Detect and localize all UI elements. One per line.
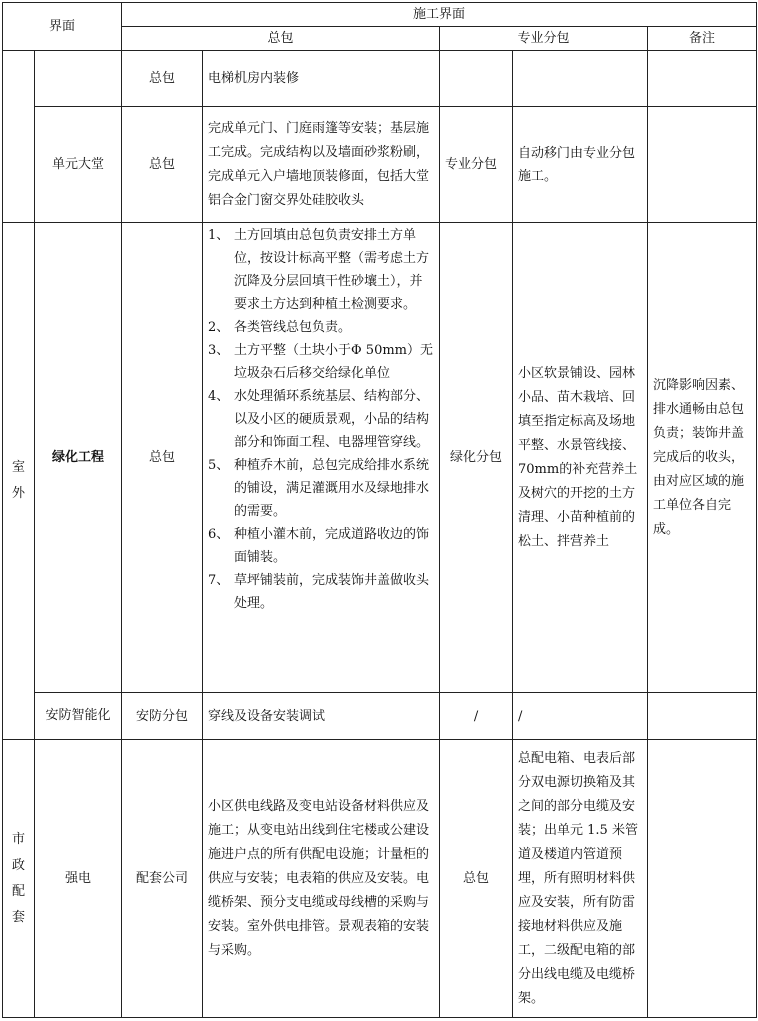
lobby-sub-scope: 自动移门由专业分包施工。 bbox=[513, 107, 648, 223]
power-item: 强电 bbox=[35, 740, 122, 1018]
list-item: 2、 各类管线总包负责。 bbox=[208, 320, 352, 335]
category-char: 政 bbox=[11, 857, 25, 873]
security-remarks-blank bbox=[648, 693, 757, 740]
category-char: 室 bbox=[11, 460, 25, 475]
header-specialty-subcontractor: 专业分包 bbox=[440, 27, 648, 51]
category-char: 套 bbox=[11, 909, 25, 925]
construction-interface-table bbox=[2, 2, 757, 1018]
security-scope: 穿线及设备安装调试 bbox=[203, 693, 440, 740]
power-remarks-blank bbox=[648, 740, 757, 1018]
power-responsible: 配套公司 bbox=[122, 740, 203, 1018]
elevator-sub-scope-blank bbox=[513, 51, 648, 107]
greening-remarks: 沉降影响因素、排水通畅由总包负责；装饰井盖完成后的收头，由对应区域的施工单位各自完成。 bbox=[648, 223, 757, 693]
security-sub-responsible: / bbox=[440, 693, 513, 740]
blank-category-cell bbox=[3, 51, 35, 223]
list-item: 3、 土方平整（土块小于Φ 50mm）无垃圾杂石后移交给绿化单位 bbox=[208, 343, 434, 381]
list-item: 5、 种植乔木前，总包完成给排水系统的铺设，满足灌溉用水及绿地排水的需要。 bbox=[208, 458, 430, 519]
list-item: 7、 草坪铺装前，完成装饰井盖做收头处理。 bbox=[208, 573, 430, 611]
category-char: 配 bbox=[11, 883, 25, 899]
header-general-contractor: 总包 bbox=[122, 27, 440, 51]
list-item: 4、 水处理循环系统基层、结构部分、以及小区的硬质景观，小品的结构部分和饰面工程、电器埋管穿线。 bbox=[208, 389, 430, 450]
elevator-sub-blank bbox=[440, 51, 513, 107]
elevator-scope: 电梯机房内装修 bbox=[203, 51, 440, 107]
greening-task-list bbox=[208, 224, 434, 615]
elevator-responsible: 总包 bbox=[122, 51, 203, 107]
header-construction-interface: 施工界面 bbox=[122, 3, 757, 27]
list-item: 1、 土方回填由总包负责安排土方单位，按设计标高平整（需考虑土方沉降及分层回填干性砂壤土），并要求土方达到种植土检测要求。 bbox=[208, 228, 430, 312]
power-scope: 小区供电线路及变电站设备材料供应及施工；从变电站出线到住宅楼或公建设施进户点的所有供配电设施；计量柜的供应与安装；电表箱的供应及安装。电缆桥架、预分支电缆或母线槽的采购与安装。室外供电排管。景观表箱的安装与采购。 bbox=[203, 740, 440, 1018]
lobby-scope: 完成单元门、门庭雨篷等安装；基层施工完成。完成结构以及墙面砂浆粉刷，完成单元入户墙地顶装修面，包括大堂铝合金门窗交界处硅胶收头 bbox=[203, 107, 440, 223]
greening-item: 绿化工程 bbox=[35, 223, 122, 693]
category-char: 市 bbox=[11, 831, 25, 847]
power-sub-responsible: 总包 bbox=[440, 740, 513, 1018]
greening-sub-scope: 小区软景铺设、园林小品、苗木栽培、回填至指定标高及场地平整、水景管线接、70mm的补充营养土及树穴的开挖的土方清理、小苗种植前的松土、拌营养土 bbox=[513, 223, 648, 693]
category-outdoor bbox=[3, 223, 35, 740]
elevator-remarks-blank bbox=[648, 51, 757, 107]
greening-sub-responsible: 绿化分包 bbox=[440, 223, 513, 693]
greening-scope bbox=[203, 223, 440, 693]
lobby-responsible: 总包 bbox=[122, 107, 203, 223]
power-sub-scope: 总配电箱、电表后部分双电源切换箱及其之间的部分电缆及安装；出单元 1.5 米管道及楼道内管道预埋，所有照明材料供应及安装，所有防雷接地材料供应及施工，二级配电箱的部分出线电缆及电缆桥架。 bbox=[513, 740, 648, 1018]
lobby-item: 单元大堂 bbox=[35, 107, 122, 223]
header-interface: 界面 bbox=[3, 3, 122, 51]
list-item: 6、 种植小灌木前，完成道路收边的饰面铺装。 bbox=[208, 527, 430, 565]
security-item: 安防智能化 bbox=[35, 693, 122, 740]
greening-responsible: 总包 bbox=[122, 223, 203, 693]
category-char: 外 bbox=[11, 486, 25, 501]
category-municipal bbox=[3, 740, 35, 1018]
header-remarks: 备注 bbox=[648, 27, 757, 51]
lobby-sub-responsible: 专业分包 bbox=[440, 107, 513, 223]
security-responsible: 安防分包 bbox=[122, 693, 203, 740]
security-sub-scope: / bbox=[513, 693, 648, 740]
blank-item-cell bbox=[35, 51, 122, 107]
lobby-remarks-blank bbox=[648, 107, 757, 223]
